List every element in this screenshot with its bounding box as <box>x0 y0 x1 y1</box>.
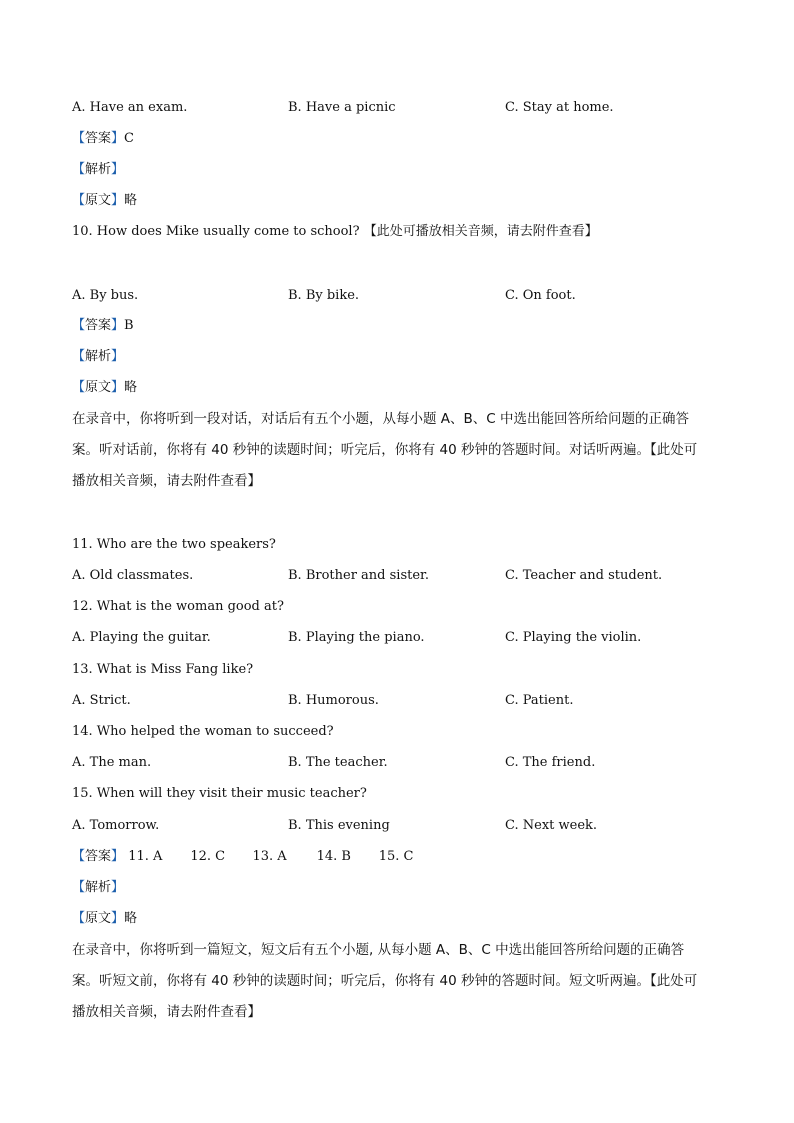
q12-option-b: B. Playing the piano. <box>288 630 425 645</box>
q12-option-a: A. Playing the guitar. <box>72 630 211 645</box>
q10-option-b: B. By bike. <box>288 288 360 303</box>
q10-analysis: 【解析】 <box>72 349 125 364</box>
q11-option-b: B. Brother and sister. <box>288 568 429 583</box>
q10-option-c: C. On foot. <box>505 288 576 303</box>
q13-option-b: B. Humorous. <box>288 693 379 708</box>
q13-question: 13. What is Miss Fang like? <box>72 662 254 677</box>
q10-original: 【原文】略 <box>72 380 138 395</box>
q11-15-analysis: 【解析】 <box>72 880 125 895</box>
q9-option-a: A. Have an exam. <box>72 100 188 115</box>
q10-options <box>72 288 732 304</box>
q11-option-a: A. Old classmates. <box>72 568 194 583</box>
q12-question: 12. What is the woman good at? <box>72 599 284 614</box>
q10-question: 10. How does Mike usually come to school? 【此处可播放相关音频，请去附件查看】 <box>72 224 598 239</box>
q11-15-original: 【原文】略 <box>72 911 138 926</box>
q9-options <box>72 100 732 116</box>
q14-option-c: C. The friend. <box>505 755 596 770</box>
audio-note: 【此处可播放相关音频，请去附件查看】 <box>363 224 598 239</box>
q13-option-a: A. Strict. <box>72 693 131 708</box>
q14-option-b: B. The teacher. <box>288 755 388 770</box>
q10-answer: 【答案】B <box>72 318 134 333</box>
q11-15-answer: 【答案】 11. A 12. C 13. A 14. B 15. C <box>72 849 414 864</box>
q13-option-c: C. Patient. <box>505 693 574 708</box>
q12-option-c: C. Playing the violin. <box>505 630 642 645</box>
q9-option-c: C. Stay at home. <box>505 100 614 115</box>
section3-instructions: 在录音中，你将听到一篇短文，短文后有五个小题, 从每小题 A、B、C 中选出能回答所给问题的正确答 案。听短文前，你将有 40 秒钟的读题时间；听完后，你将有 40 秒钟的答题时间。短文听两遍。【此处可 播放相关音频，请去附件查看】 <box>72 942 698 1020</box>
q15-option-b: B. This evening <box>288 818 390 833</box>
q13-options <box>72 693 732 709</box>
q15-options <box>72 818 732 834</box>
q9-original: 【原文】略 <box>72 193 138 208</box>
q15-option-c: C. Next week. <box>505 818 598 833</box>
q9-analysis: 【解析】 <box>72 162 125 177</box>
q14-options <box>72 755 732 771</box>
q14-option-a: A. The man. <box>72 755 152 770</box>
q11-options <box>72 568 732 584</box>
q14-question: 14. Who helped the woman to succeed? <box>72 724 334 739</box>
q10-option-a: A. By bus. <box>72 288 139 303</box>
q12-options <box>72 630 732 646</box>
q9-option-b: B. Have a picnic <box>288 100 396 115</box>
q15-question: 15. When will they visit their music teacher? <box>72 786 367 801</box>
section2-instructions: 在录音中，你将听到一段对话，对话后有五个小题，从每小题 A、B、C 中选出能回答所给问题的正确答 案。听对话前，你将有 40 秒钟的读题时间；听完后，你将有 40 秒钟的答题时间。对话听两遍。【此处可 播放相关音频，请去附件查看】 <box>72 411 698 489</box>
q11-question: 11. Who are the two speakers? <box>72 537 276 552</box>
q9-answer: 【答案】C <box>72 131 134 146</box>
q11-option-c: C. Teacher and student. <box>505 568 663 583</box>
q15-option-a: A. Tomorrow. <box>72 818 160 833</box>
